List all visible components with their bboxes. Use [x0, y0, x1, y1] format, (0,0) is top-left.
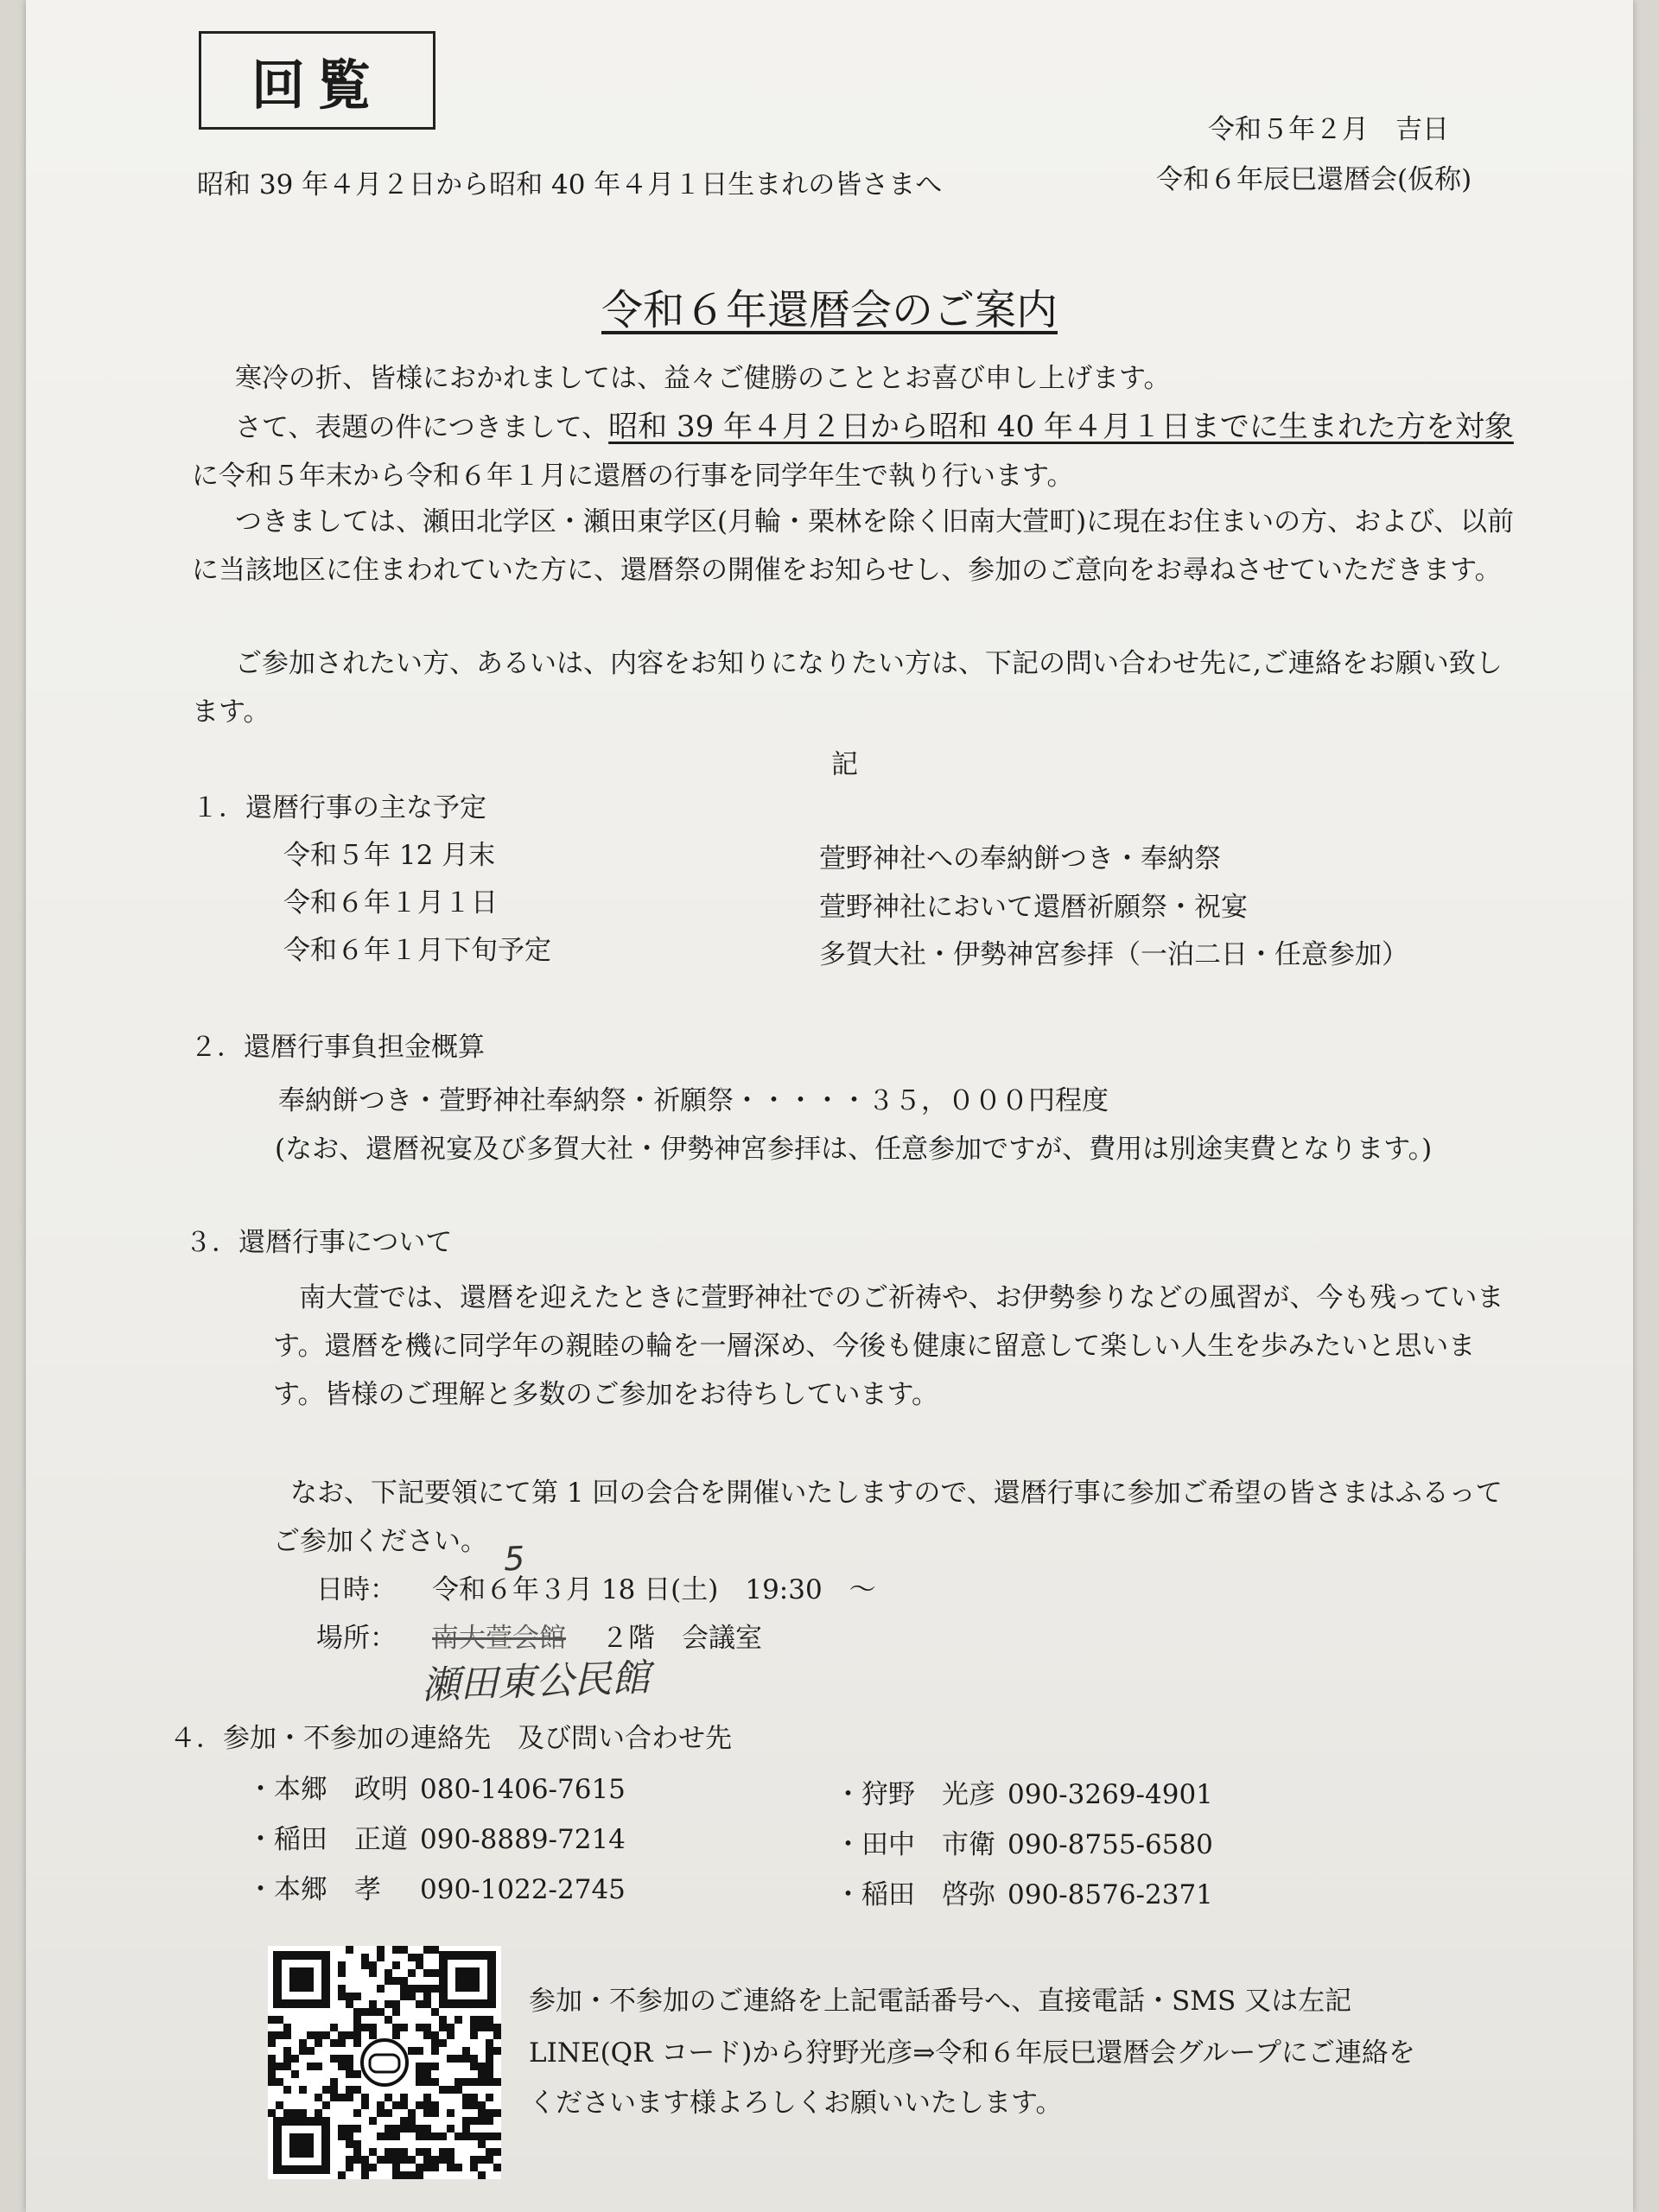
- issue-date: 令和５年２月 吉日: [1208, 114, 1449, 145]
- handwritten-year-correction: 5: [503, 1539, 525, 1579]
- organizer-name: 令和６年辰巳還暦会(仮称): [1156, 164, 1472, 195]
- intro-paragraph-3: つきましては、瀬田北学区・瀬田東学区(月輪・栗林を除く旧南大萱町)に現在お住まいの方、および、以前に当該地区に住まわれていた方に、還暦祭の開催をお知らせし、参加のご意向をお尋ねさせていただきます。: [192, 506, 1514, 586]
- handwritten-place: 瀬田東公民館: [421, 1656, 651, 1708]
- schedule-date-1: 令和５年 12 月末: [283, 840, 496, 871]
- intro-paragraph-1: 寒冷の折、皆様におかれましては、益々ご健勝のこととお喜び申し上げます。: [235, 363, 1171, 394]
- contact-row: ・本郷 孝 090-1022-2745: [247, 1865, 626, 1915]
- section-3-body: 南大萱では、還暦を迎えたときに萱野神社でのご祈祷や、お伊勢参りなどの風習が、今も残っています。還暦を機に同学年の親睦の輪を一層深め、今後も健康に留意して楽しい人生を歩みたいと思います。皆様のご理解と多数のご参加をお待ちしています。: [273, 1282, 1504, 1410]
- section-1-heading: １．還暦行事の主な予定: [192, 792, 486, 823]
- cost-line: 奉納餅つき・萱野神社奉納祭・祈願祭・・・・・３５，０００円程度: [278, 1085, 1109, 1116]
- section-4-heading: ４．参加・不参加の連絡先 及び問い合わせ先: [169, 1723, 732, 1754]
- phone-number: 090-8755-6580: [1007, 1829, 1213, 1860]
- ki-heading: 記: [831, 749, 858, 780]
- phone-number: 090-1022-2745: [420, 1874, 626, 1905]
- section-2-heading: ２．還暦行事負担金概算: [190, 1032, 485, 1063]
- schedule-event-2: 萱野神社において還暦祈願祭・祝宴: [819, 892, 1248, 923]
- circulation-stamp: 回覧: [199, 31, 435, 130]
- schedule-date-2: 令和６年１月１日: [283, 887, 498, 918]
- contact-row: ・稲田 啓弥 090-8576-2371: [835, 1870, 1213, 1920]
- place-struck: 南大萱会館: [432, 1623, 566, 1654]
- phone-number: 090-3269-4901: [1007, 1779, 1213, 1810]
- cost-note: (なお、還暦祝宴及び多賀大社・伊勢神宮参拝は、任意参加ですが、費用は別途実費となります。): [275, 1134, 1433, 1165]
- intro-paragraph-4: ご参加されたい方、あるいは、内容をお知りになりたい方は、下記の問い合わせ先に,ご連絡をお願い致します。: [192, 648, 1503, 728]
- place-value: ２階 会議室: [601, 1623, 762, 1654]
- datetime-label: 日時：: [316, 1574, 397, 1605]
- intro-paragraph-2: さて、表題の件につきまして、昭和 39 年４月２日から昭和 40 年４月１日までに生まれた方を対象に令和５年末から令和６年１月に還暦の行事を同学年生で執り行います。: [192, 410, 1514, 492]
- contact-row: ・稲田 正道 090-8889-7214: [247, 1815, 626, 1865]
- footer-line-2: LINE(QR コード)から狩野光彦⇒令和６年辰巳還暦会グループにご連絡を: [529, 2037, 1415, 2069]
- target-birthdates: 昭和 39 年４月２日から昭和 40 年４月１日までに生まれた方: [608, 410, 1426, 444]
- schedule-event-1: 萱野神社への奉納餅つき・奉納祭: [819, 843, 1221, 874]
- recipients-line: 昭和 39 年４月２日から昭和 40 年４月１日生まれの皆さまへ: [197, 169, 943, 200]
- place-label: 場所：: [316, 1623, 397, 1654]
- document-title: 令和６年還暦会のご案内: [601, 286, 1058, 334]
- meeting-note: なお、下記要領にて第 1 回の会合を開催いたしますので、還暦行事に参加ご希望の皆さまはふるってご参加ください。: [273, 1478, 1503, 1557]
- schedule-date-3: 令和６年１月下旬予定: [283, 935, 551, 966]
- footer-line-3: くださいます様よろしくお願いいたします。: [529, 2088, 1063, 2119]
- contact-row: ・狩野 光彦 090-3269-4901: [835, 1770, 1213, 1820]
- schedule-event-3: 多賀大社・伊勢神宮参拝（一泊二日・任意参加）: [819, 939, 1408, 970]
- phone-number: 090-8576-2371: [1007, 1879, 1213, 1910]
- contact-row: ・田中 市衛 090-8755-6580: [835, 1820, 1213, 1870]
- datetime-value: 令和６年３月 18 日(土) 19:30 ～: [432, 1574, 876, 1605]
- phone-number: 090-8889-7214: [420, 1824, 626, 1855]
- phone-number: 080-1406-7615: [420, 1774, 626, 1805]
- line-qr-code[interactable]: [268, 1946, 501, 2179]
- contacts-left: [247, 1764, 626, 1915]
- section-3-heading: ３．還暦行事について: [185, 1227, 453, 1258]
- contacts-right: [835, 1770, 1213, 1920]
- footer-line-1: 参加・不参加のご連絡を上記電話番号へ、直接電話・SMS 又は左記: [529, 1986, 1352, 2017]
- contact-row: ・本郷 政明 080-1406-7615: [247, 1764, 626, 1815]
